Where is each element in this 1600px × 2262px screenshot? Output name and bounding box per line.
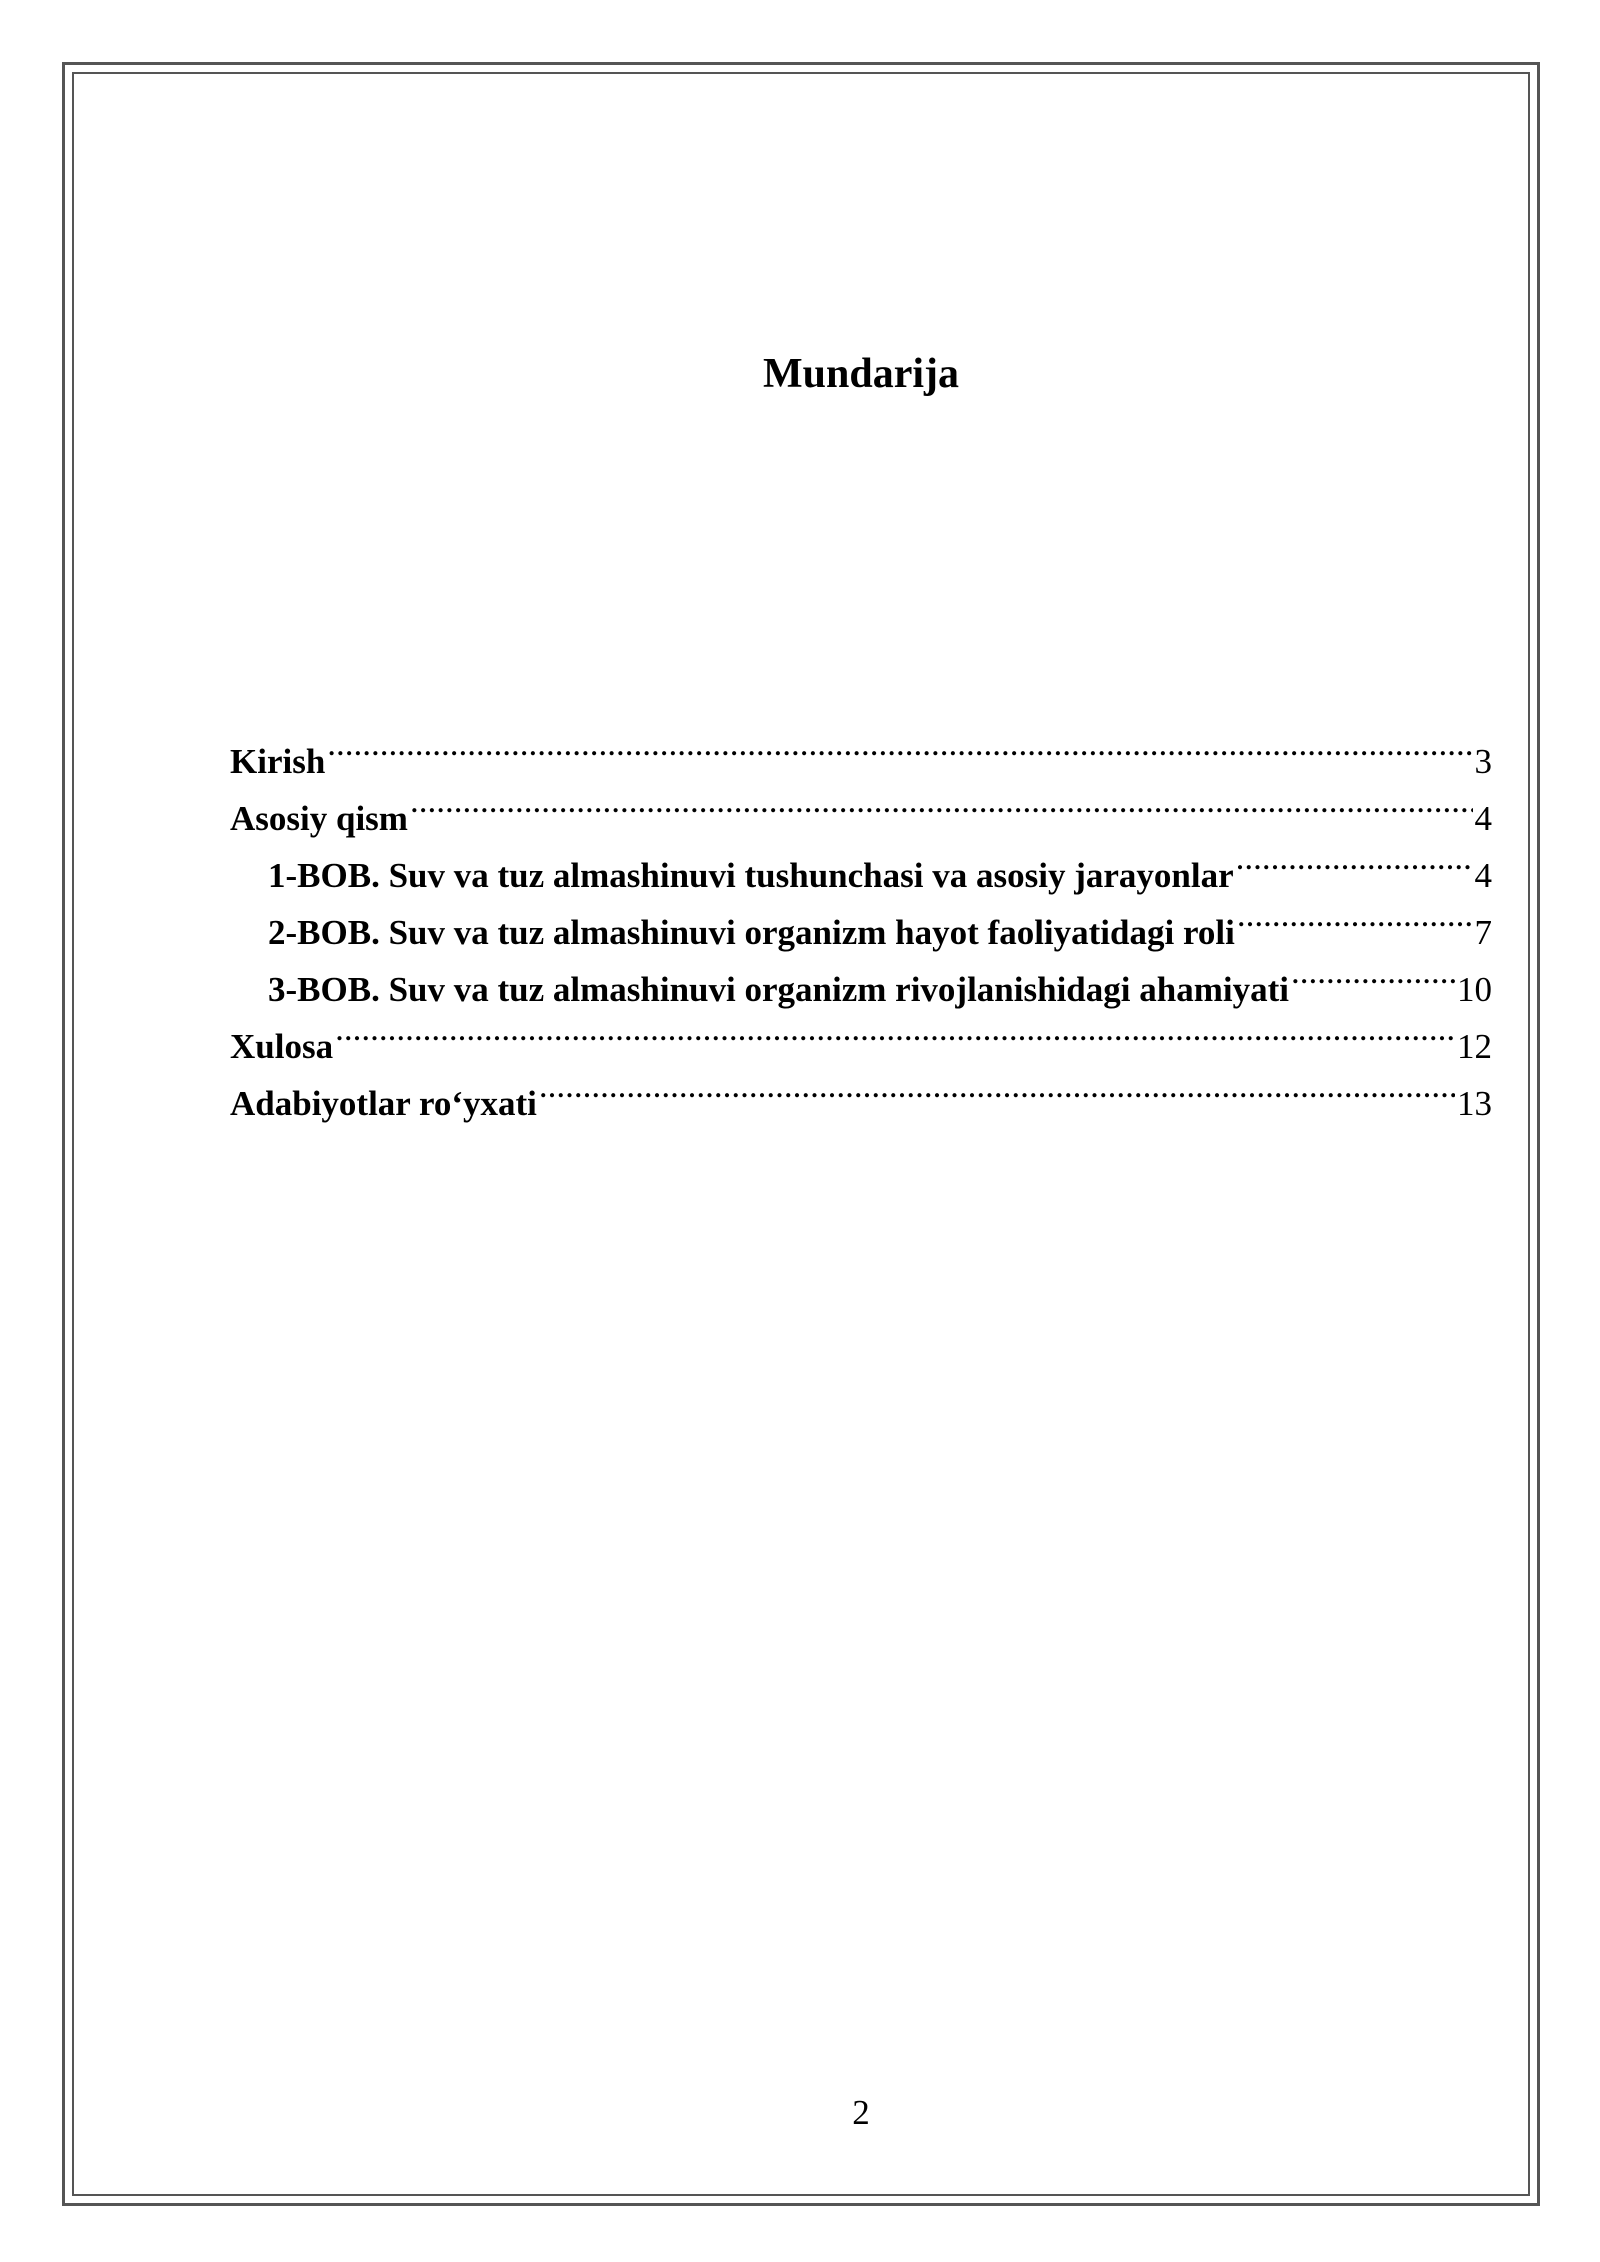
toc-dot-leader — [327, 716, 1472, 773]
toc-dot-leader — [539, 1058, 1455, 1115]
toc-dot-leader — [1237, 887, 1473, 944]
page-number: 2 — [852, 2093, 870, 2132]
toc-entry-kirish[interactable] — [230, 716, 1492, 781]
toc-entry-page: 7 — [1474, 913, 1492, 952]
toc-entry-page: 3 — [1474, 742, 1492, 781]
toc-entry-label: Adabiyotlar ro‘yxati — [230, 1084, 537, 1123]
toc-dot-leader — [335, 1001, 1455, 1058]
toc-dot-leader — [1236, 830, 1473, 887]
toc-entry-page: 4 — [1474, 856, 1492, 895]
toc-entry-page: 4 — [1474, 799, 1492, 838]
toc-entry-label: Xulosa — [230, 1027, 334, 1066]
toc-entry-label: 2-BOB. Suv va tuz almashinuvi organizm hayot faoliyatidagi roli — [268, 913, 1235, 952]
toc-entry-label: Kirish — [230, 742, 326, 781]
toc-entry-page: 10 — [1457, 970, 1492, 1009]
toc-entry-xulosa[interactable] — [230, 1001, 1492, 1066]
toc-entry-adabiyotlar[interactable] — [230, 1058, 1492, 1123]
toc-entry-asosiy-qism[interactable] — [230, 773, 1492, 838]
toc-dot-leader — [1291, 944, 1455, 1001]
toc-entry-label: Asosiy qism — [230, 799, 408, 838]
toc-entry-label: 1-BOB. Suv va tuz almashinuvi tushunchasi va asosiy jarayonlar — [268, 856, 1234, 895]
toc-dot-leader — [410, 773, 1473, 830]
toc-entry-bob-1[interactable] — [230, 830, 1492, 895]
toc-entry-page: 12 — [1457, 1027, 1492, 1066]
toc-entry-label: 3-BOB. Suv va tuz almashinuvi organizm rivojlanishidagi ahamiyati — [268, 970, 1289, 1009]
document-title: Mundarija — [762, 351, 959, 397]
table-of-contents — [230, 716, 1492, 1123]
toc-entry-page: 13 — [1457, 1084, 1492, 1123]
